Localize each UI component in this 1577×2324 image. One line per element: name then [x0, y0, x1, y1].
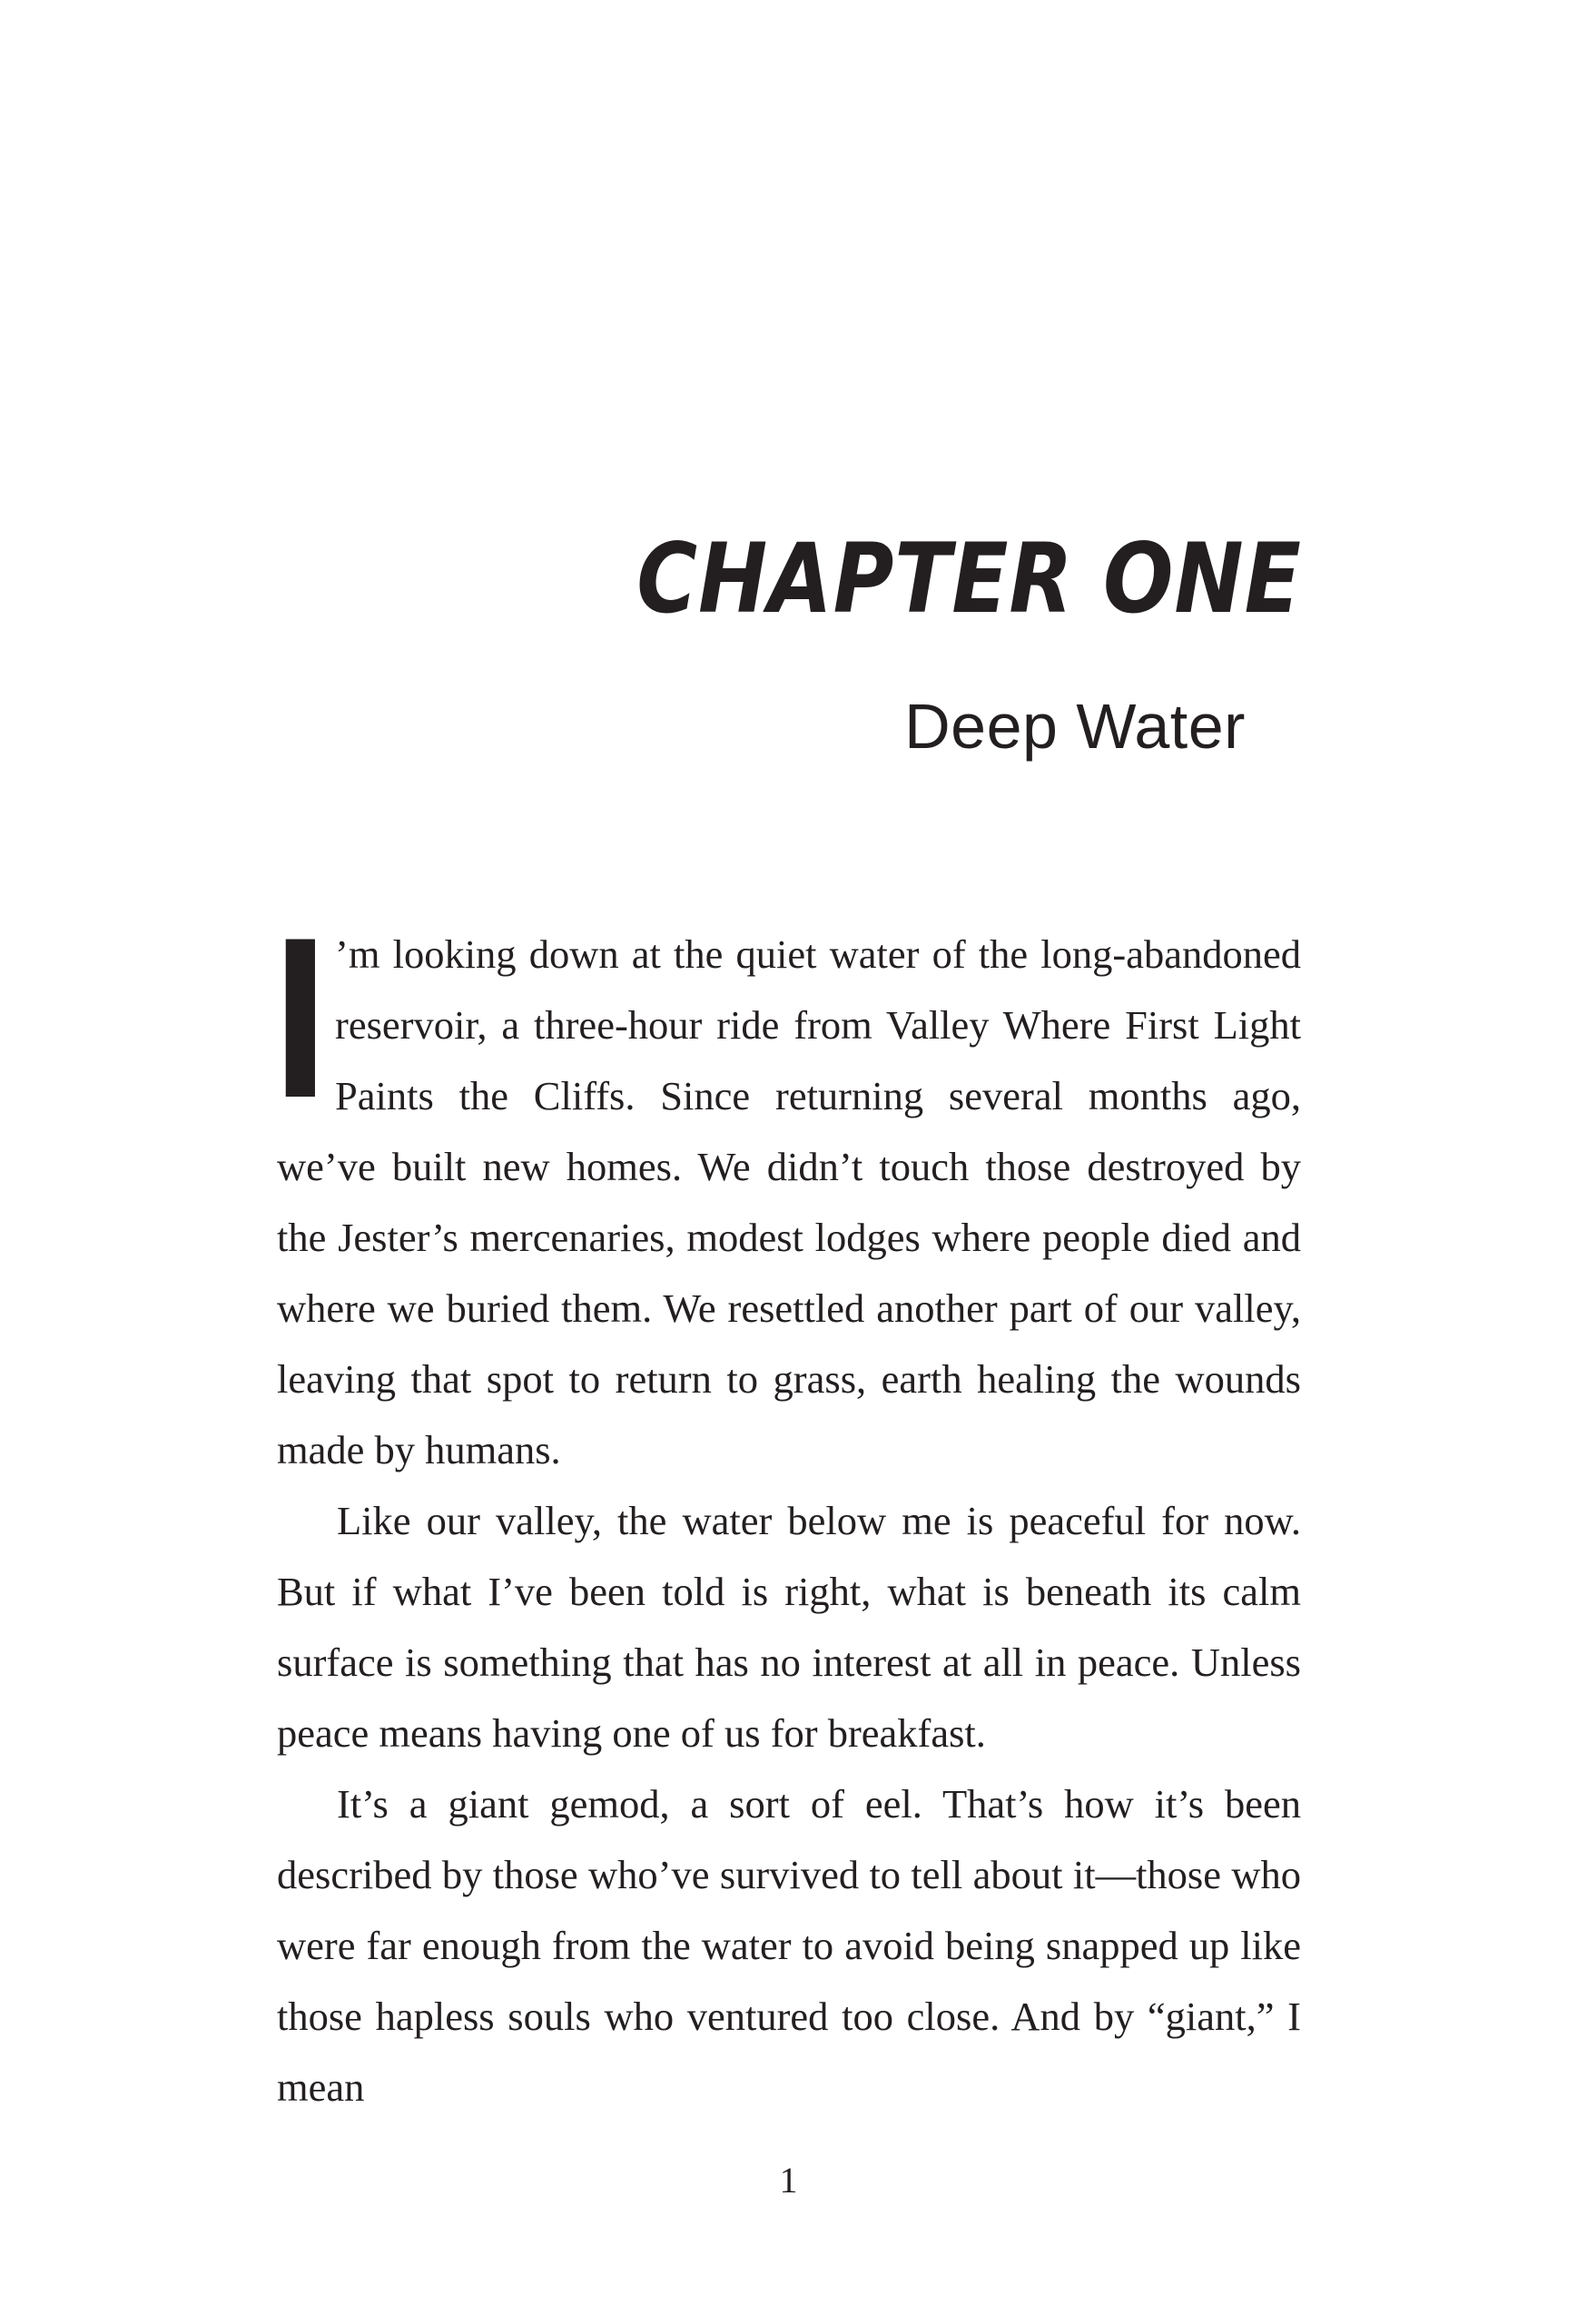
paragraph-1: [271, 897, 1301, 1485]
drop-cap: I: [271, 897, 330, 1148]
paragraph-3: It’s a giant gemod, a sort of eel. That’s how it’s been described by those who’ve survived to tell about it—those who were far enough from the water to avoid being snapped up like those hapless souls who ventured too close. And by “giant,” I mean: [277, 1781, 1301, 2110]
paragraph-2: Like our valley, the water below me is peaceful for now. But if what I’ve been told is right, what is beneath its calm surface is something that has no interest at all in peace. Unless peace means having one of us for breakfast.: [277, 1498, 1301, 1756]
paragraph-1-text: ’m looking down at the quiet water of the long-abandoned reservoir, a three-hour ride from Valley Where First Light Paints the Cliffs. Since returning several months ago, we’ve built new homes. We didn’t touch those destroyed by the Jester’s mercenaries, modest lodges where people died and where we buried them. We resettled another part of our valley, leaving that spot to return to grass, earth healing the wounds made by humans.: [277, 931, 1301, 1472]
body-text: [271, 897, 1301, 2122]
page-number: 1: [779, 2160, 798, 2201]
chapter-subtitle: Deep Water: [904, 691, 1246, 762]
chapter-heading: CHAPTER ONE: [636, 523, 1302, 635]
